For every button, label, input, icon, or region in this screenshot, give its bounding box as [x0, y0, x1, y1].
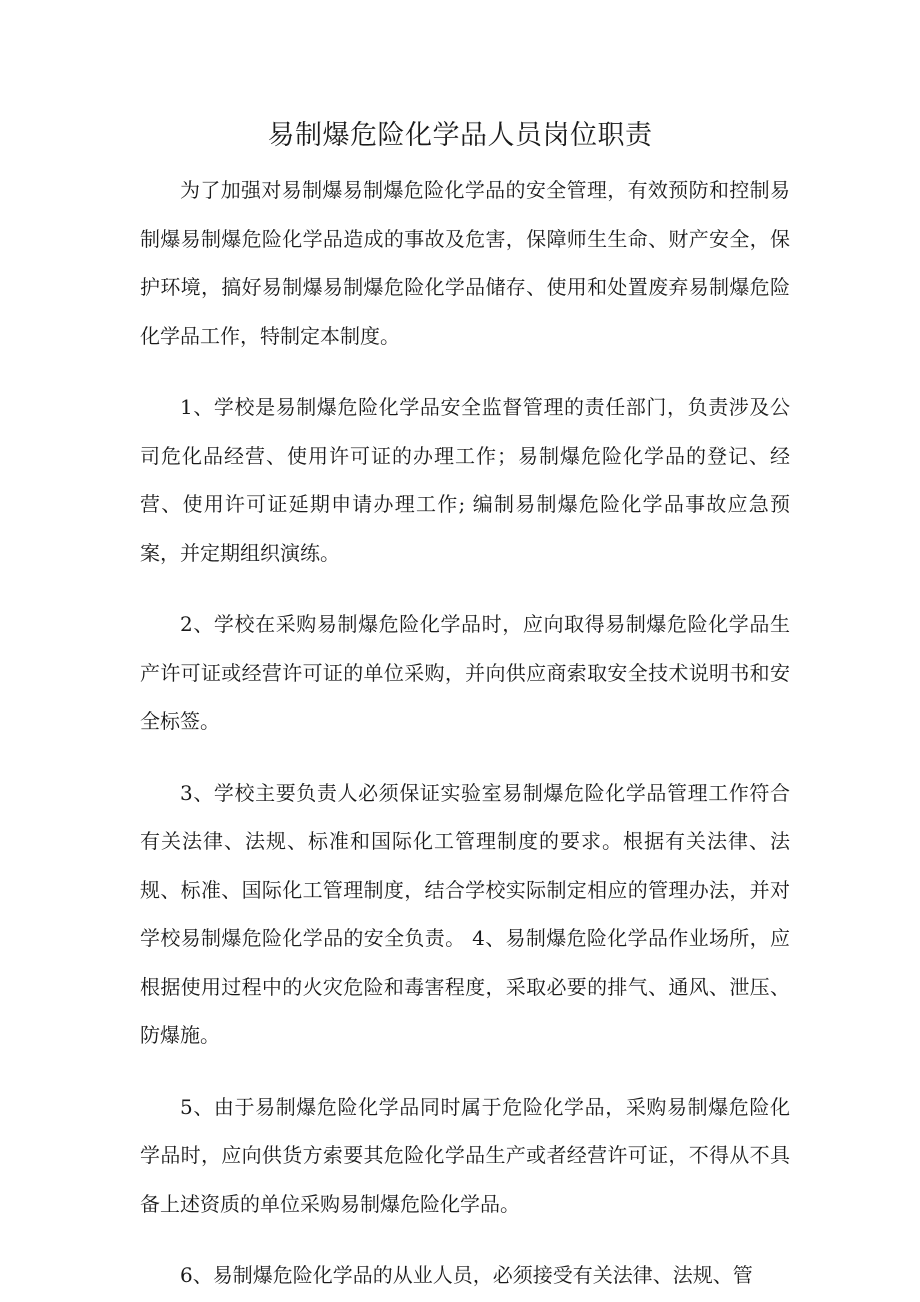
paragraph-item-6: 6、易制爆危险化学品的从业人员，必须接受有关法律、法规、管: [180, 1263, 753, 1287]
paragraph-item-5: 5、由于易制爆危险化学品同时属于危险化学品，采购易制爆危险化学品时，应向供货方索要其危险化学品生产或者经营许可证，不得从不具备上述资质的单位采购易制爆危险化学品。: [140, 1094, 790, 1216]
paragraph-intro: 为了加强对易制爆易制爆危险化学品的安全管理，有效预防和控制易制爆易制爆危险化学品造成的事故及危害，保障师生生命、财产安全，保护环境，搞好易制爆易制爆危险化学品储存、使用和处置废弃易制爆危险化学品工作，特制定本制度。: [140, 178, 790, 348]
paragraph-item-1: 1、学校是易制爆危险化学品安全监督管理的责任部门，负责涉及公司危化品经营、使用许可证的办理工作；易制爆危险化学品的登记、经营、使用许可证延期申请办理工作; 编制易制爆危险化学品事故应急预案，并定期组织演练。: [140, 395, 790, 565]
document-title: 易制爆危险化学品人员岗位职责: [267, 120, 653, 151]
paragraph-item-2: 2、学校在采购易制爆危险化学品时，应向取得易制爆危险化学品生产许可证或经营许可证的单位采购，并向供应商索取安全技术说明书和安全标签。: [140, 612, 790, 733]
document-body: [140, 166, 790, 1300]
paragraph-item-3-4: 3、学校主要负责人必须保证实验室易制爆危险化学品管理工作符合有关法律、法规、标准和国际化工管理制度的要求。根据有关法律、法规、标准、国际化工管理制度，结合学校实际制定相应的管理办法，并对学校易制爆危险化学品的安全负责。 4、易制爆危险化学品作业场所，应根据使用过程中的火灾危险和毒害程度，采取必要的排气、通风、泄压、防爆施。: [140, 780, 790, 1047]
